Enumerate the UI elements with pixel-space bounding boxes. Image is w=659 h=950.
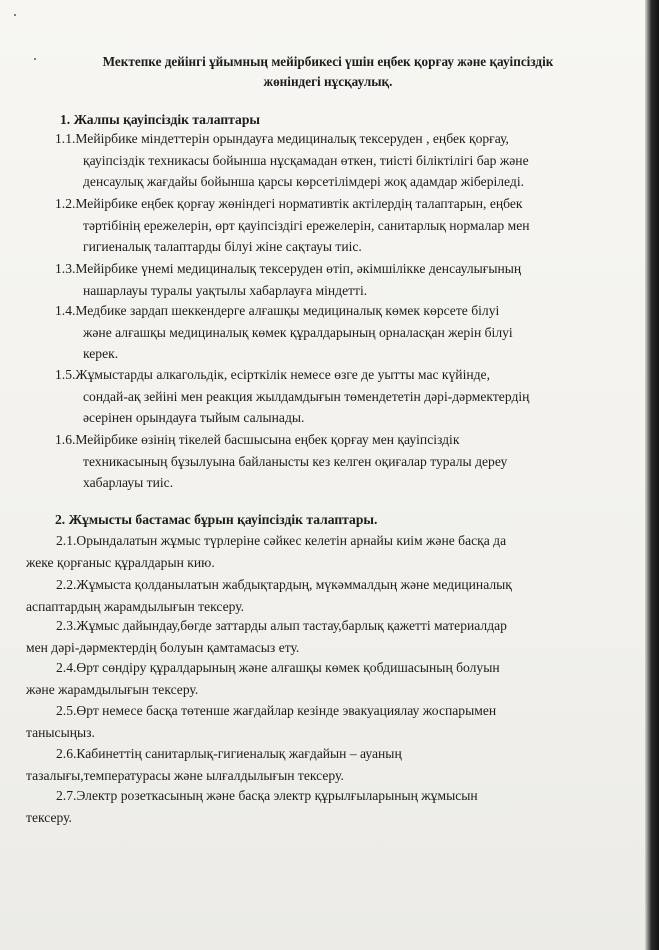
text-line: танысыңыз.: [26, 724, 95, 740]
text-line: әсерінен орындауға тыйым салынады.: [83, 410, 305, 425]
paragraph-1-2: [55, 193, 530, 258]
document-title: [48, 52, 608, 92]
text-line: жеке қорғаныс құралдарын кию.: [26, 554, 215, 570]
text-line: қауіпсіздік техникасы бойынша нұсқамадан өткен, тиісті біліктілігі бар және: [83, 152, 529, 168]
text-line: 1.2.Мейірбике еңбек қорғау жөніндегі нормативтік актілердің талаптарын, еңбек: [55, 196, 523, 211]
paragraph-1-6: [55, 429, 507, 494]
text-line: 1.5.Жұмыстарды алкагольдік, есірткілік немесе өзге де уытты мас күйінде,: [55, 367, 490, 382]
paragraph-2-3: [26, 615, 507, 658]
text-line: 2.1.Орындалатын жұмыс түрлеріне сәйкес келетін арнайы киім және басқа да: [56, 533, 507, 548]
scan-speck: [14, 14, 16, 16]
text-line: және жарамдылығын тексеру.: [26, 681, 199, 697]
text-line: 2.2.Жұмыста қолданылатын жабдықтардың, мүкәммалдың және медициналық: [56, 577, 512, 592]
paragraph-2-1: [26, 530, 506, 573]
text-line: аспаптардың жарамдылығын тексеру.: [26, 598, 245, 614]
paragraph-1-5: [55, 364, 529, 429]
paragraph-2-4: [26, 657, 500, 700]
section-1-heading: 1. Жалпы қауіпсіздік талаптары: [60, 112, 260, 127]
text-line: нашарлауы туралы уақтылы хабарлауға міндетті.: [83, 282, 368, 298]
text-line: денсаулық жағдайы бойынша қарсы көрсетілімдері жоқ адамдар жіберіледі.: [83, 174, 524, 189]
text-line: 2.7.Электр розеткасының және басқа электр құрылғыларының жұмысын: [56, 788, 478, 803]
text-line: сондай-ақ зейіні мен реакция жылдамдығын төмендететін дәрі-дәрмектердің: [83, 388, 530, 404]
paragraph-2-7: [26, 785, 478, 828]
title-line: жөніндегі нұсқаулық.: [263, 74, 393, 89]
scan-edge-shadow: [645, 0, 659, 950]
text-line: гигиеналық талаптарды білуі жіне сақтауы тиіс.: [83, 239, 362, 254]
text-line: 2.5.Өрт немесе басқа төтенше жағдайлар кезінде эвакуациялау жоспарымен: [56, 703, 497, 718]
paragraph-2-5: [26, 700, 496, 743]
paragraph-2-6: [26, 743, 402, 786]
text-line: техникасының бұзылуына байланысты кез келген оқиғалар туралы дереу: [83, 453, 508, 469]
scan-speck: [34, 58, 36, 60]
text-line: керек.: [83, 346, 119, 361]
paragraph-1-1: [55, 128, 529, 193]
text-line: 1.4.Медбике зардап шеккендерге алғашқы медициналық көмек көрсете білуі: [55, 303, 500, 318]
text-line: тәртібінің ережелерін, өрт қауіпсіздігі ережелерін, санитарлық нормалар мен: [83, 217, 530, 233]
text-line: мен дәрі-дәрмектердің болуын қамтамасыз ету.: [26, 639, 300, 655]
text-line: 2.4.Өрт сөндіру құралдарының және алғашқы көмек қобдишасының болуын: [56, 660, 500, 675]
section-2-heading: 2. Жұмысты бастамас бұрын қауіпсіздік талаптары.: [55, 512, 378, 527]
text-line: хабарлауы тиіс.: [83, 475, 174, 490]
paragraph-1-3: [55, 258, 521, 301]
text-line: 1.6.Мейірбике өзінің тікелей басшысына еңбек қорғау мен қауіпсіздік: [55, 432, 460, 447]
paragraph-1-4: [55, 300, 513, 365]
text-line: 1.1.Мейірбике міндеттерін орындауға медициналық тексеруден , еңбек қорғау,: [55, 131, 509, 146]
paragraph-2-2: [26, 574, 512, 617]
text-line: және алғашқы медициналық көмек құралдарының орналасқан жерін білуі: [83, 324, 513, 340]
title-line: Мектепке дейінгі ұйымның мейірбикесі үшін еңбек қорғау және қауіпсіздік: [102, 54, 554, 69]
text-line: 1.3.Мейірбике үнемі медициналық тексеруден өтіп, әкімшілікке денсаулығының: [55, 261, 522, 276]
text-line: тексеру.: [26, 809, 72, 825]
text-line: 2.6.Кабинеттің санитарлық-гигиеналық жағдайын – ауаның: [56, 746, 402, 761]
text-line: тазалығы,температурасы және ылғалдылығын тексеру.: [26, 767, 344, 783]
text-line: 2.3.Жұмыс дайындау,бөгде заттарды алып тастау,барлық қажетті материалдар: [56, 618, 507, 633]
